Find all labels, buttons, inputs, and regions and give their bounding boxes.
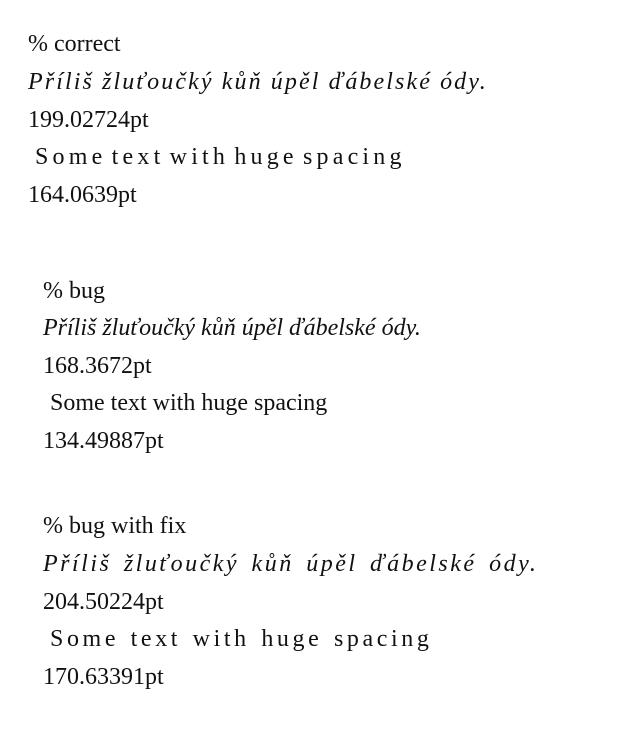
width-readout-correct-2: 164.0639pt xyxy=(28,182,137,208)
comment-bug-with-fix: % bug with fix xyxy=(43,513,187,539)
width-readout-fix-1: 204.50224pt xyxy=(43,589,164,615)
spacing-text-correct: Some text with huge spacing xyxy=(35,144,406,170)
comment-correct: % correct xyxy=(28,31,121,57)
sample-text-bug: Příliš žluťoučký kůň úpěl ďábelské ódy. xyxy=(43,315,421,341)
spacing-text-bug: Some text with huge spacing xyxy=(50,390,328,416)
sample-text-fix: Příliš žluťoučký kůň úpěl ďábelské ódy. xyxy=(43,551,539,577)
comment-bug: % bug xyxy=(43,278,105,304)
sample-text-correct: Příliš žluťoučký kůň úpěl ďábelské ódy. xyxy=(28,69,488,95)
width-readout-bug-2: 134.49887pt xyxy=(43,428,164,454)
spacing-text-fix: Some text with huge spacing xyxy=(50,626,433,652)
width-readout-correct-1: 199.02724pt xyxy=(28,107,149,133)
width-readout-bug-1: 168.3672pt xyxy=(43,353,152,379)
width-readout-fix-2: 170.63391pt xyxy=(43,664,164,690)
